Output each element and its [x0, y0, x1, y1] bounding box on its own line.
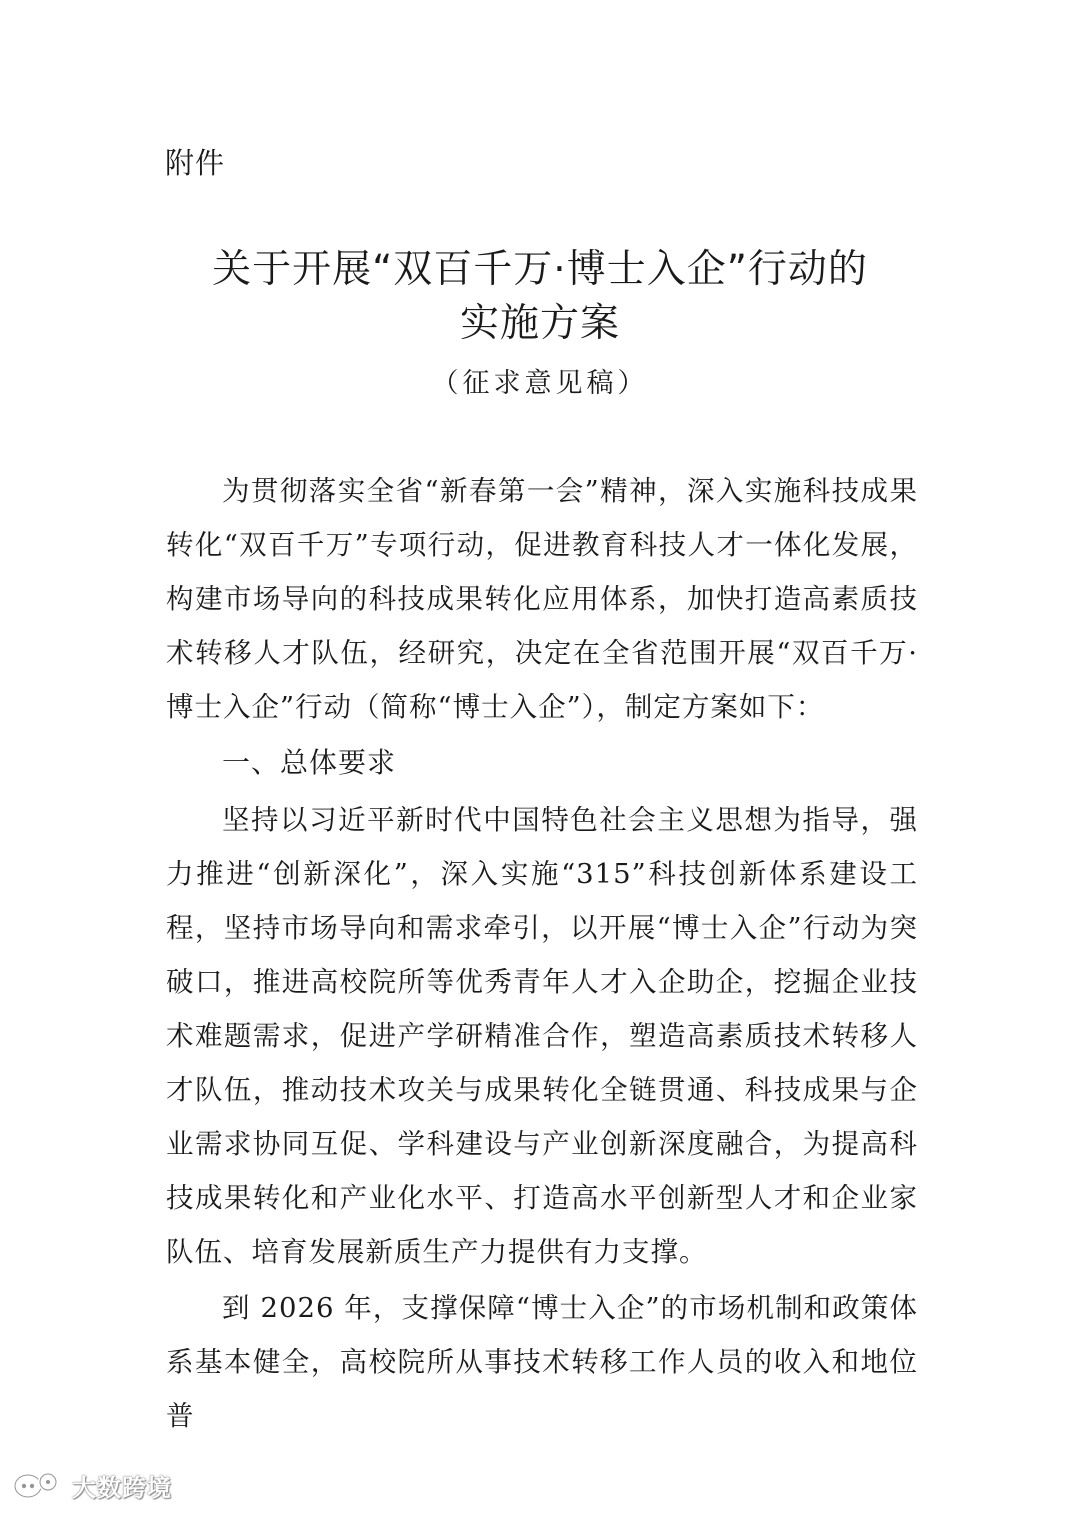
dashuju-logo-icon — [12, 1469, 64, 1503]
attachment-label: 附件 — [165, 146, 226, 180]
document-title-line-2: 实施方案 — [459, 301, 620, 346]
section-heading-overall-requirements: 一、总体要求 — [222, 746, 397, 779]
intro-paragraph: 为贯彻落实全省“新春第一会”精神，深入实施科技成果转化“双百千万”专项行动，促进教育科技人才一体化发展，构建市场导向的科技成果转化应用体系，加快打造高素质技术转移人才队伍，经研究，决定在全省范围开展“双百千万·博士入企”行动（简称“博士入企”），制定方案如下： — [166, 475, 918, 723]
document-subtitle: （征求意见稿） — [431, 368, 649, 399]
goals-paragraph: 到 2026 年，支撑保障“博士入企”的市场机制和政策体系基本健全，高校院所从事技术转移工作人员的收入和地位普 — [166, 1292, 918, 1432]
requirements-paragraph: 坚持以习近平新时代中国特色社会主义思想为指导，强力推进“创新深化”，深入实施“315”科技创新体系建设工程，坚持市场导向和需求牵引，以开展“博士入企”行动为突破口，推进高校院所等优秀青年人才入企助企，挖掘企业技术难题需求，促进产学研精准合作，塑造高素质技术转移人才队伍，推动技术攻关与成果转化全链贯通、科技成果与企业需求协同互促、学科建设与产业创新深度融合，为提高科技成果转化和产业化水平、打造高水平创新型人才和企业家队伍、培育发展新质生产力提供有力支撑。 — [166, 804, 918, 1268]
document-title-line-1: 关于开展“双百千万·博士入企”行动的 — [212, 247, 868, 292]
watermark — [12, 1468, 172, 1503]
watermark-text: 大数跨境 — [72, 1474, 172, 1502]
